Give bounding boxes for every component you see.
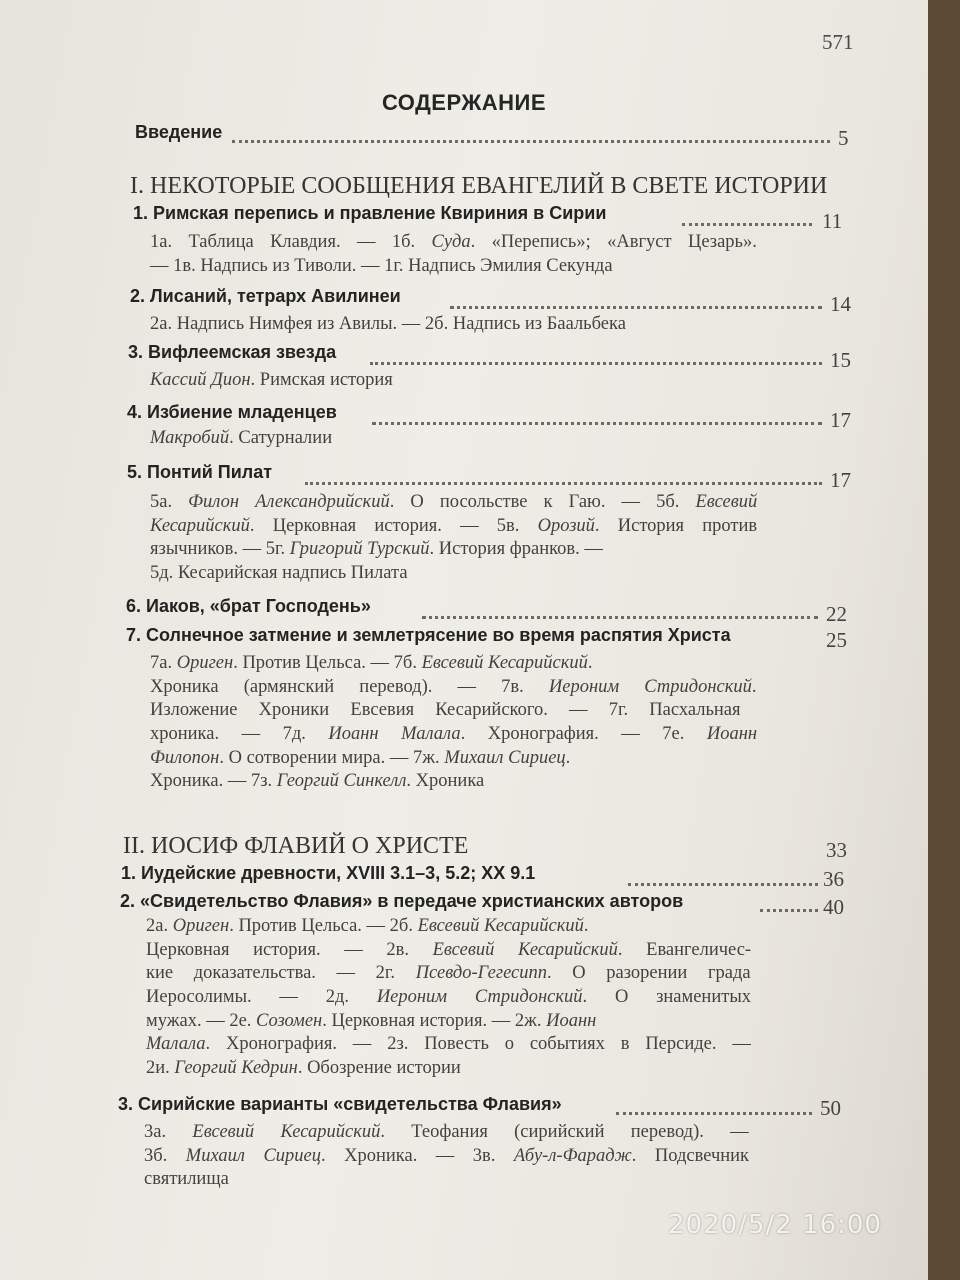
toc-subentries bbox=[150, 231, 757, 278]
toc-entry-label: 3. Сирийские варианты «свидетельства Флавия» bbox=[118, 1094, 562, 1114]
toc-entry-label: 1. Иудейские древности, XVIII 3.1–3, 5.2; XX 9.1 bbox=[121, 863, 536, 883]
subentry-text: мужах. — 2е. bbox=[146, 1010, 257, 1031]
subentry-text: . История против bbox=[594, 515, 758, 536]
toc-entry-row[interactable] bbox=[0, 286, 928, 316]
subentry-text: . bbox=[565, 747, 571, 768]
part-2-heading-row[interactable] bbox=[0, 833, 928, 863]
subentry-line bbox=[150, 562, 757, 586]
subentry-text: 3б. bbox=[144, 1145, 186, 1166]
part-2-heading: II. ИОСИФ ФЛАВИЙ О ХРИСТЕ bbox=[123, 833, 469, 859]
subentry-text: . О сотворении мира. — 7ж. bbox=[219, 747, 445, 768]
subentry-text: 1а. Таблица Клавдия. — 1б. bbox=[150, 232, 432, 252]
leader-dots bbox=[422, 616, 818, 619]
toc-entry-page: 14 bbox=[830, 292, 851, 316]
toc-intro-label: Введение bbox=[135, 122, 223, 142]
subentry-text: 3а. bbox=[144, 1122, 193, 1142]
toc-entry-page: 50 bbox=[820, 1096, 841, 1120]
author-name: Суда bbox=[431, 232, 471, 252]
subentry-line bbox=[150, 313, 757, 337]
part-1-heading: I. НЕКОТОРЫЕ СООБЩЕНИЯ ЕВАНГЕЛИЙ В СВЕТЕ ИСТОРИИ bbox=[130, 173, 828, 199]
leader-dots bbox=[628, 883, 818, 886]
author-name: Евсевий Кесарийский bbox=[432, 939, 618, 960]
toc-entry-page: 17 bbox=[830, 468, 851, 492]
subentry-text: . Церковная история. — 2ж. bbox=[322, 1010, 547, 1031]
subentry-text: . Хронография. — 7е. bbox=[460, 724, 707, 745]
toc-entry-label: 1. Римская перепись и правление Квириния в Сирии bbox=[133, 203, 607, 223]
subentry-text: . «Перепись»; «Август Цезарь». bbox=[470, 232, 757, 252]
toc-entry-page: 15 bbox=[830, 348, 851, 372]
leader-dots bbox=[760, 909, 818, 912]
subentry-line bbox=[144, 1121, 749, 1145]
subentry-text: . О посольстве к Гаю. — 5б. bbox=[389, 492, 696, 512]
subentry-line bbox=[150, 538, 757, 562]
subentry-line bbox=[150, 255, 757, 279]
author-name: Григорий Турский bbox=[289, 539, 430, 560]
subentry-text: . История франков. — bbox=[429, 539, 603, 560]
toc-subentries bbox=[150, 491, 757, 586]
subentry-text: . bbox=[751, 676, 757, 697]
author-name: Иероним Стридонский bbox=[548, 676, 752, 697]
author-name: Иоанн Малала bbox=[328, 724, 461, 745]
author-name: Макробий bbox=[150, 428, 230, 448]
toc-entry-row[interactable] bbox=[0, 462, 928, 492]
toc-subentries bbox=[150, 313, 757, 337]
page-number: 571 bbox=[822, 30, 854, 54]
page-title: СОДЕРЖАНИЕ bbox=[381, 90, 547, 115]
author-name: Иероним Стридонский bbox=[376, 987, 583, 1008]
subentry-text: . Хроника bbox=[406, 771, 485, 792]
author-name: Филопон bbox=[150, 747, 220, 768]
subentry-text: . Хронография. — 2з. Повесть о событиях в Персиде. — bbox=[205, 1034, 751, 1055]
subentry-text: . Теофания (сирийский перевод). — bbox=[380, 1122, 749, 1142]
photo-timestamp: 2020/5/2 16:00 bbox=[668, 1210, 882, 1240]
subentry-line bbox=[144, 1168, 749, 1192]
subentry-text: . Против Цельса. — 2б. bbox=[229, 916, 418, 936]
subentry-text: — 1в. Надпись из Тиволи. — 1г. Надпись Эмилия Секунда bbox=[150, 255, 613, 276]
toc-subentries bbox=[150, 427, 757, 451]
subentry-text: Хроника (армянский перевод). — 7в. bbox=[150, 676, 549, 697]
subentry-text: . Римская история bbox=[250, 370, 393, 390]
toc-entry-label: 6. Иаков, «брат Господень» bbox=[126, 596, 371, 616]
subentry-text: . Обозрение истории bbox=[297, 1058, 461, 1079]
author-name: Иоанн bbox=[546, 1010, 597, 1031]
leader-dots bbox=[305, 482, 822, 485]
toc-entry-label: 5. Понтий Пилат bbox=[127, 462, 273, 482]
toc-entry-row[interactable] bbox=[0, 625, 928, 655]
author-name: Евсевий Кесарийский bbox=[417, 916, 584, 936]
subentry-text: . Против Цельса. — 7б. bbox=[233, 653, 422, 673]
toc-entry-page: 22 bbox=[826, 602, 847, 626]
subentry-text: . Сатурналии bbox=[229, 428, 333, 448]
subentry-text: . Церковная история. — 5в. bbox=[249, 515, 538, 536]
toc-entry-row[interactable] bbox=[0, 596, 928, 626]
subentry-line bbox=[146, 915, 751, 939]
subentry-line bbox=[150, 231, 757, 255]
subentry-line bbox=[150, 676, 757, 700]
author-name: Орозий bbox=[537, 515, 595, 536]
subentry-line bbox=[150, 369, 757, 393]
subentry-line bbox=[150, 515, 757, 539]
toc-entry-row[interactable] bbox=[0, 342, 928, 372]
subentry-text: Иеросолимы. — 2д. bbox=[146, 987, 377, 1008]
subentry-text: 7а. bbox=[150, 653, 177, 673]
leader-dots bbox=[372, 422, 822, 425]
subentry-text: 5а. bbox=[150, 492, 189, 512]
subentry-text: Изложение Хроники Евсевия Кесарийского. — 7г. Пасхальная bbox=[150, 700, 741, 721]
subentry-text: . О знаменитых bbox=[582, 987, 752, 1008]
author-name: Михаил Сириец bbox=[444, 747, 566, 768]
leader-dots bbox=[450, 306, 822, 309]
toc-intro-row[interactable] bbox=[0, 122, 928, 152]
author-name: Евсевий Кесарийский bbox=[421, 653, 588, 673]
author-name: Михаил Сириец bbox=[185, 1145, 322, 1166]
subentry-text: хроника. — 7д. bbox=[150, 724, 329, 745]
toc-entry-page: 17 bbox=[830, 408, 851, 432]
subentry-text: кие доказательства. — 2г. bbox=[146, 963, 416, 984]
subentry-line bbox=[150, 699, 757, 723]
part-2-page: 33 bbox=[826, 838, 847, 862]
subentry-text: 2и. bbox=[146, 1058, 175, 1079]
author-name: Евсевий Кесарийский bbox=[192, 1122, 381, 1142]
subentry-text: язычников. — 5г. bbox=[150, 539, 290, 560]
toc-entry-label: 3. Вифлеемская звезда bbox=[128, 342, 337, 362]
subentry-text: . Подсвечник bbox=[631, 1145, 750, 1166]
leader-dots bbox=[370, 362, 822, 365]
author-name: Малала bbox=[146, 1034, 206, 1055]
toc-entry-page: 40 bbox=[823, 895, 844, 919]
subentry-text: святилища bbox=[144, 1169, 229, 1190]
subentry-text: . Хроника. — 3в. bbox=[321, 1145, 514, 1166]
subentry-text: 2а. bbox=[146, 916, 173, 936]
subentry-text: Церковная история. — 2в. bbox=[146, 939, 433, 960]
toc-entry-row[interactable] bbox=[0, 203, 928, 233]
subentry-line bbox=[146, 1057, 751, 1081]
subentry-line bbox=[150, 652, 757, 676]
subentry-text: Хроника. — 7з. bbox=[150, 771, 277, 792]
leader-dots bbox=[682, 223, 812, 226]
subentry-line bbox=[146, 1033, 751, 1057]
subentry-line bbox=[146, 962, 751, 986]
subentry-text: 2а. Надпись Нимфея из Авилы. — 2б. Надпись из Баальбека bbox=[150, 314, 626, 334]
toc-entry-label: 4. Избиение младенцев bbox=[127, 402, 337, 422]
author-name: Иоанн bbox=[706, 724, 758, 745]
subentry-line bbox=[150, 747, 757, 771]
subentry-text: . bbox=[587, 653, 593, 673]
subentry-line bbox=[144, 1145, 749, 1169]
toc-intro-page: 5 bbox=[838, 126, 849, 150]
subentry-text: . Евангеличес- bbox=[617, 939, 752, 960]
subentry-text: 5д. Кесарийская надпись Пилата bbox=[150, 563, 408, 584]
author-name: Ориген bbox=[172, 916, 230, 936]
author-name: Филон Александрийский bbox=[188, 492, 390, 512]
subentry-text: . О разорении града bbox=[547, 963, 751, 984]
toc-subentries bbox=[146, 915, 751, 1081]
author-name: Евсевий bbox=[695, 492, 758, 512]
subentry-line bbox=[150, 427, 757, 451]
toc-subentries bbox=[150, 369, 757, 393]
toc-entry-page: 25 bbox=[826, 628, 847, 652]
toc-subentries bbox=[144, 1121, 749, 1192]
toc-entry-page: 36 bbox=[823, 867, 844, 891]
author-name: Ориген bbox=[176, 653, 234, 673]
author-name: Кесарийский bbox=[150, 515, 250, 536]
subentry-line bbox=[146, 986, 751, 1010]
toc-entry-label: 7. Солнечное затмение и землетрясение во время распятия Христа bbox=[126, 625, 731, 645]
leader-dots bbox=[232, 140, 830, 143]
subentry-text: . bbox=[583, 916, 589, 936]
leader-dots bbox=[616, 1112, 812, 1115]
part-1-heading-row bbox=[0, 173, 928, 203]
subentry-line bbox=[146, 1010, 751, 1034]
toc-entry-label: 2. Лисаний, тетрарх Авилинеи bbox=[130, 286, 401, 306]
author-name: Псевдо-Гегесипп bbox=[415, 963, 548, 984]
toc-entry-label: 2. «Свидетельство Флавия» в передаче христианских авторов bbox=[120, 891, 684, 911]
subentry-line bbox=[150, 770, 757, 794]
toc-entry-row[interactable] bbox=[0, 863, 928, 893]
subentry-line bbox=[150, 491, 757, 515]
author-name: Созомен bbox=[256, 1010, 323, 1031]
subentry-line bbox=[146, 939, 751, 963]
toc-subentries bbox=[150, 652, 757, 794]
author-name: Абу-л-Фарадж bbox=[513, 1145, 632, 1166]
author-name: Георгий Кедрин bbox=[174, 1058, 298, 1079]
toc-entry-row[interactable] bbox=[0, 1094, 928, 1124]
author-name: Георгий Синкелл bbox=[276, 771, 407, 792]
author-name: Кассий Дион bbox=[150, 370, 251, 390]
subentry-line bbox=[150, 723, 757, 747]
toc-entry-page: 11 bbox=[822, 209, 843, 233]
